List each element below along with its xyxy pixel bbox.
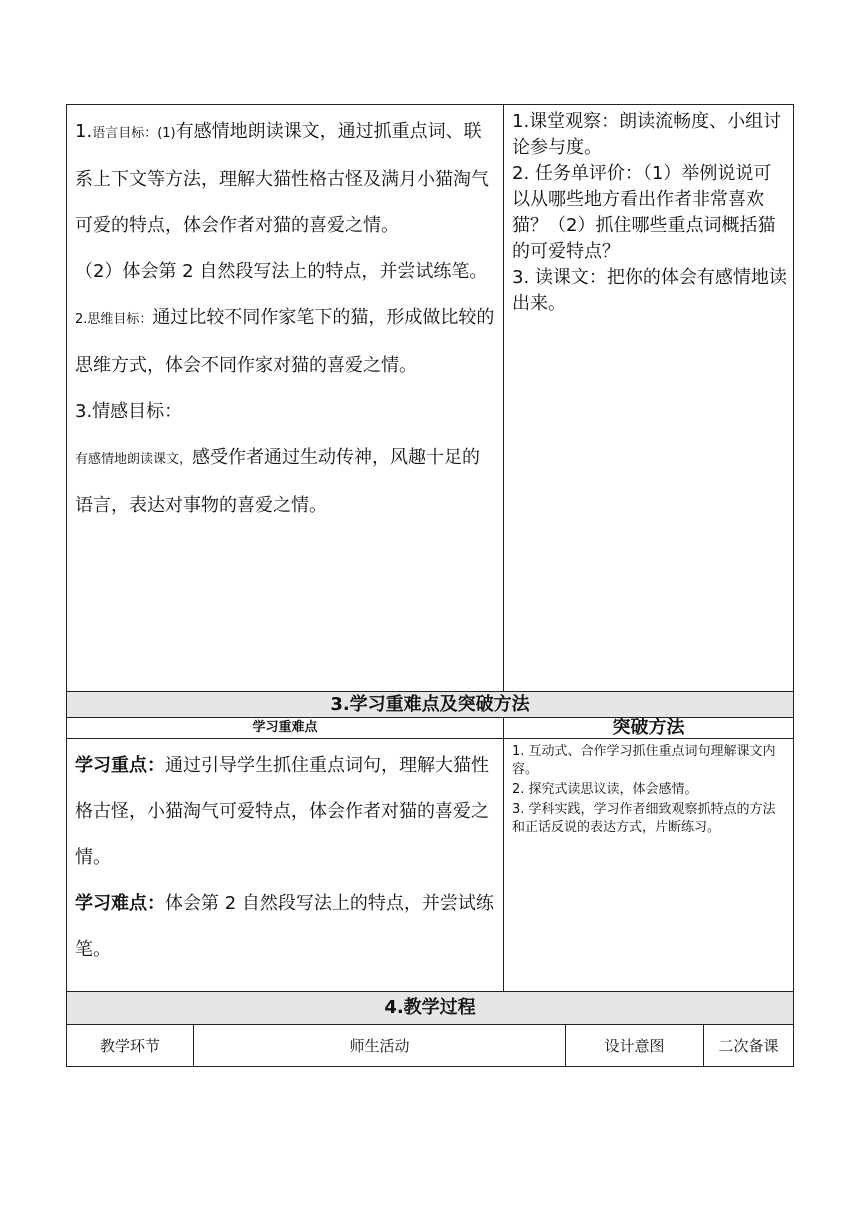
key-difficulty-header: 学习重难点 xyxy=(66,717,504,739)
column-header-activities: 师生活动 xyxy=(193,1024,566,1067)
methods-header: 突破方法 xyxy=(503,717,794,739)
key-point-label: 学习重点： xyxy=(75,755,165,776)
evaluation-item: 3. 读课文：把你的体会有感情地读出来。 xyxy=(512,267,787,314)
evaluation-item: 1.课堂观察：朗读流畅度、小组讨论参与度。 xyxy=(512,111,782,158)
method-item: 2. 探究式读思议读，体会感情。 xyxy=(512,782,698,797)
method-item: 1. 互动式、合作学习抓住重点词句理解课文内容。 xyxy=(512,744,776,777)
column-header-stage: 教学环节 xyxy=(66,1024,194,1067)
method-item: 3. 学科实践，学习作者细致观察抓特点的方法和正话反说的表达方式，片断练习。 xyxy=(512,802,776,835)
evaluation-item: 2. 任务单评价：（1）举例说说可以从哪些地方看出作者非常喜欢猫？（2）抓住哪些重点词概括猫的可爱特点？ xyxy=(512,163,776,262)
key-difficulty-cell xyxy=(66,738,504,992)
objective-emotion-heading: 3.情感目标： xyxy=(75,401,183,422)
key-point xyxy=(75,743,495,881)
column-header-intent: 设计意图 xyxy=(565,1024,704,1067)
objective-thinking xyxy=(75,295,495,389)
difficulty-label: 学习难点： xyxy=(75,893,165,914)
objective-thinking-text: 通过比较不同作家笔下的猫，形成做比较的思维方式，体会不同作家对猫的喜爱之情。 xyxy=(75,307,495,376)
key-point-text: 通过引导学生抓住重点词句，理解大猫性格古怪，小猫淘气可爱特点，体会作者对猫的喜爱之情。 xyxy=(75,755,489,868)
difficulty-point xyxy=(75,881,495,973)
objective-language-text: 有感情地朗读课文，通过抓重点词、联系上下文等方法，理解大猫性格古怪及满月小猫淘气可爱的特点，体会作者对猫的喜爱之情。 xyxy=(75,121,489,236)
objective-language xyxy=(75,109,495,249)
section4-title: 4.教学过程 xyxy=(66,991,794,1025)
column-header-revision: 二次备课 xyxy=(703,1024,794,1067)
objective-language-2: （2）体会第 2 自然段写法上的特点，并尝试练笔。 xyxy=(75,261,488,282)
objective-thinking-label: 2.思维目标： xyxy=(75,312,153,327)
objective-emotion-text: 感受作者通过生动传神，风趣十足的语言，表达对事物的喜爱之情。 xyxy=(75,447,481,516)
objectives-cell xyxy=(66,104,504,692)
evaluation-cell xyxy=(503,104,794,692)
section3-title: 3.学习重难点及突破方法 xyxy=(66,691,794,718)
objective-number: 1. xyxy=(75,121,93,142)
objective-language-label: 语言目标：(1) xyxy=(92,126,176,141)
difficulty-text: 体会第 2 自然段写法上的特点，并尝试练笔。 xyxy=(75,893,494,960)
objective-emotion-label: 有感情地朗读课文， xyxy=(75,452,193,467)
objective-emotion xyxy=(75,435,495,529)
methods-cell xyxy=(503,738,794,992)
